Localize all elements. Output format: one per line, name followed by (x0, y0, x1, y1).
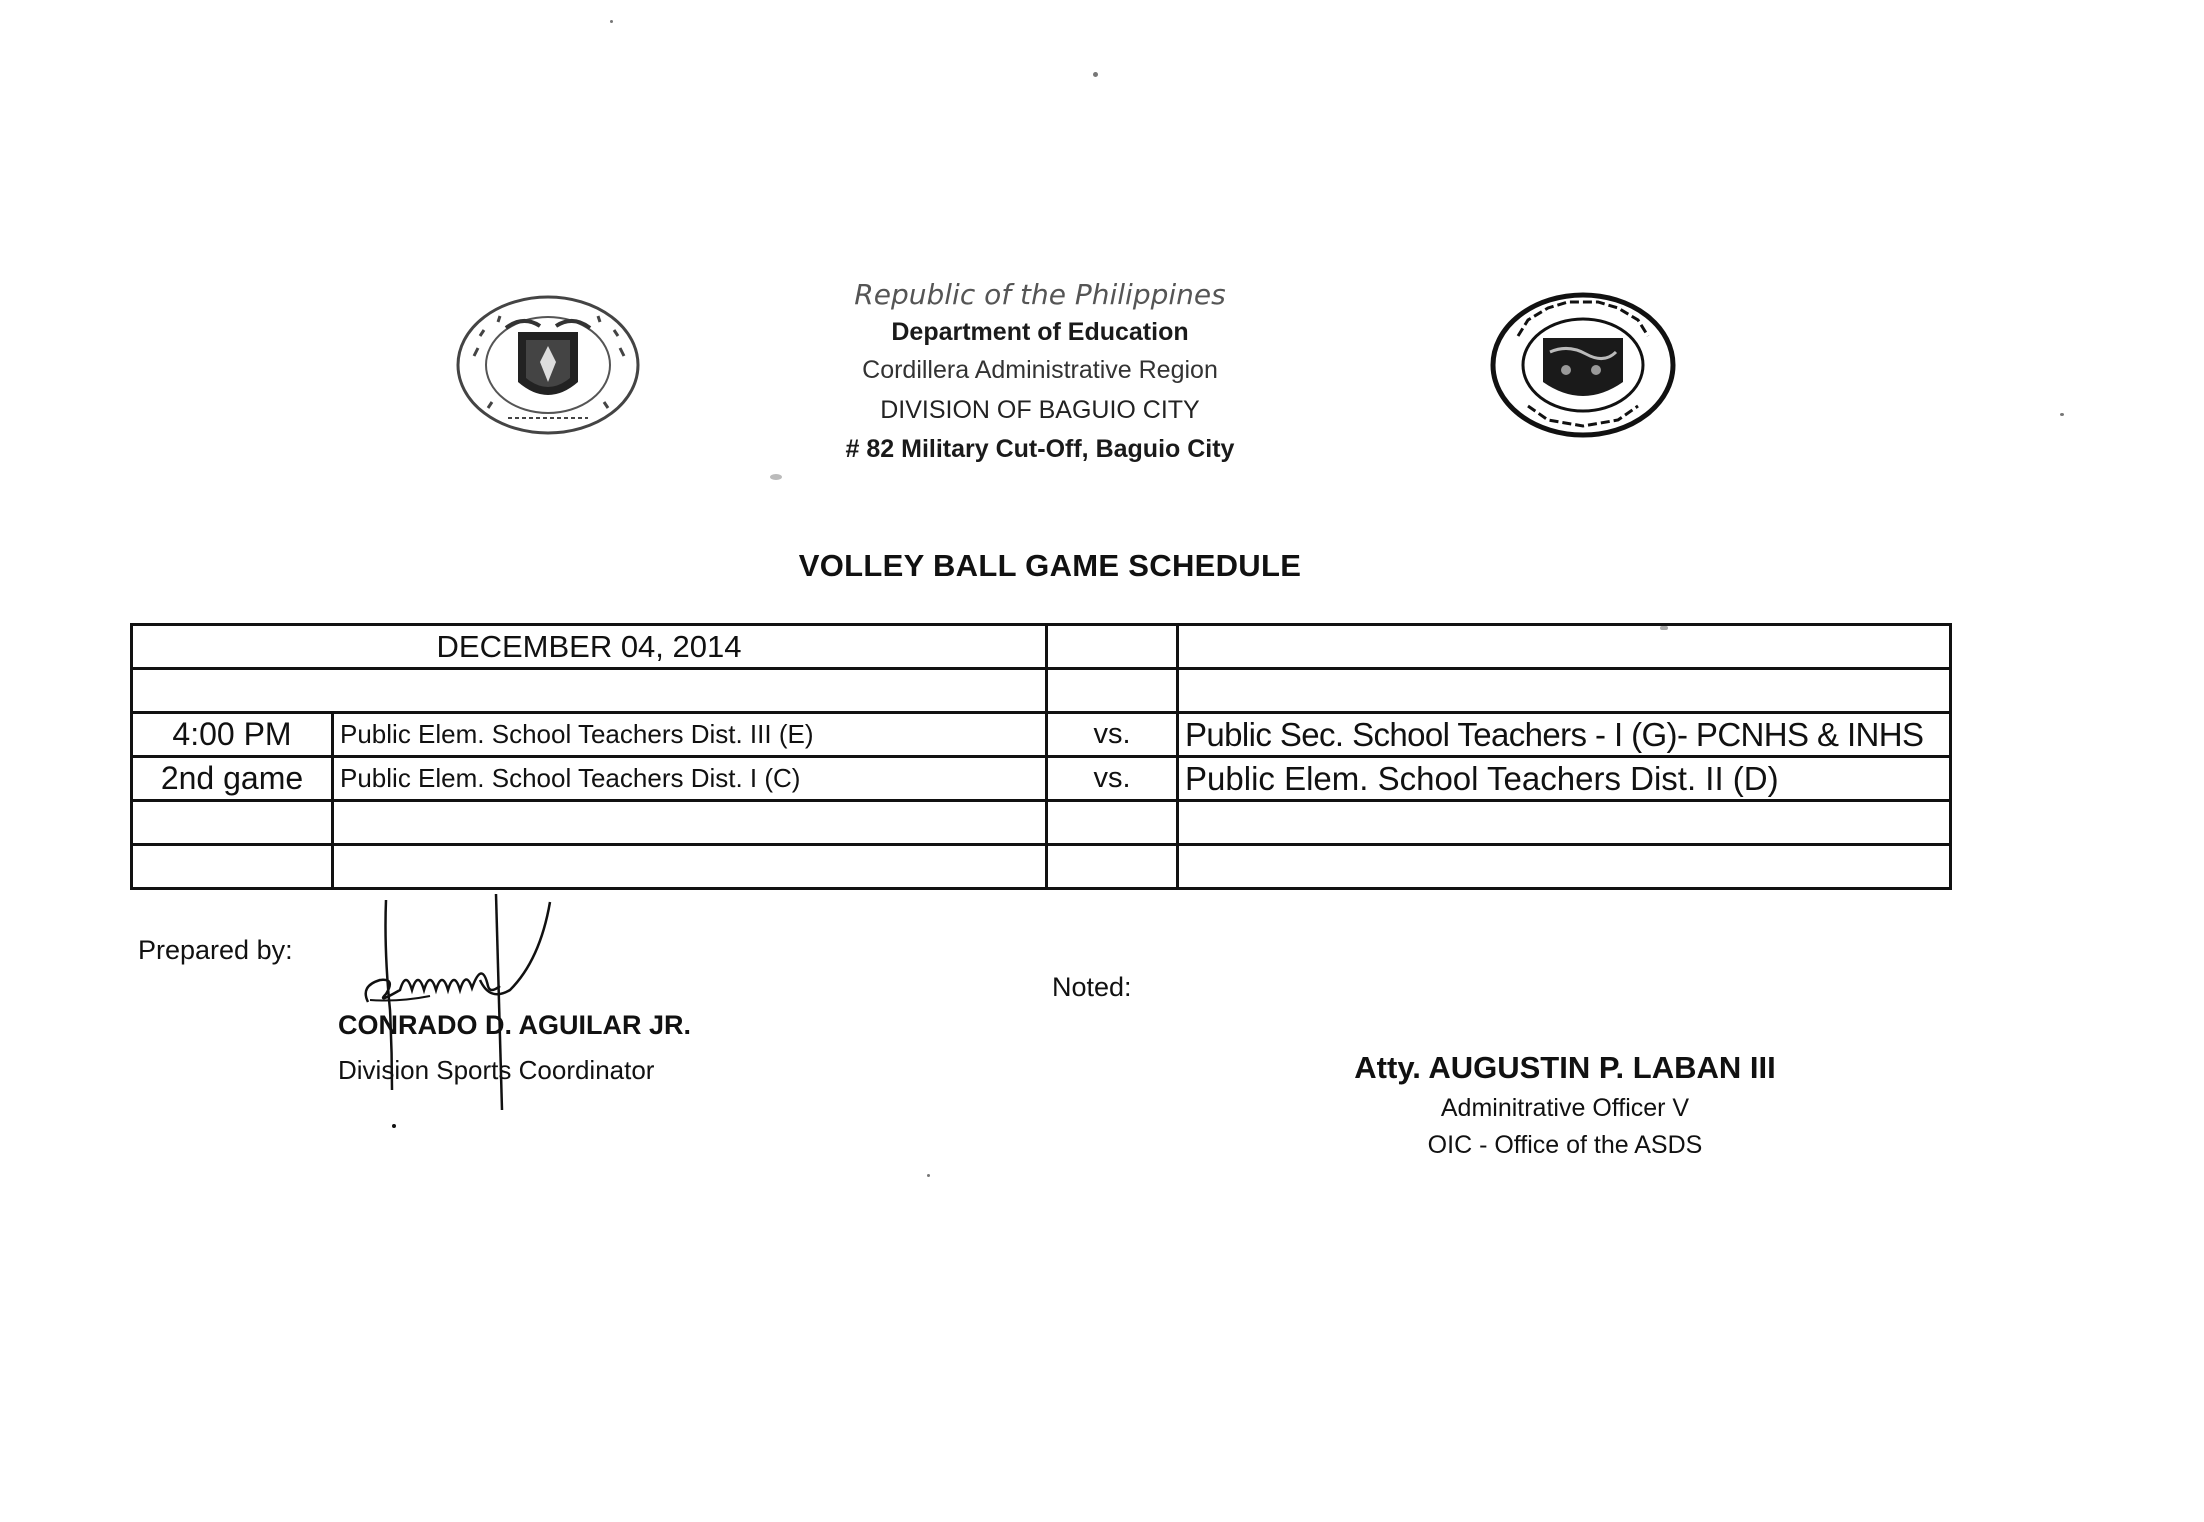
empty-cell (1047, 669, 1178, 713)
empty-cell (333, 801, 1047, 845)
scan-speck (927, 1174, 930, 1177)
letterhead-address: # 82 Military Cut-Off, Baguio City (845, 435, 1235, 463)
prepared-by-title: Division Sports Coordinator (338, 1055, 655, 1085)
table-row (132, 713, 1951, 757)
game-time: 4:00 PM (132, 713, 333, 757)
empty-cell (1178, 625, 1951, 669)
table-row-spacer (132, 669, 1951, 713)
scan-speck (2060, 413, 2064, 416)
away-team: Public Sec. School Teachers - I (G)- PCNHS & INHS (1178, 713, 1951, 757)
versus-label: vs. (1047, 757, 1178, 801)
empty-cell (1047, 845, 1178, 889)
home-team: Public Elem. School Teachers Dist. III (E) (333, 713, 1047, 757)
schedule-table (130, 623, 1952, 890)
table-row-empty (132, 845, 1951, 889)
scan-speck (770, 474, 782, 480)
letterhead-department: Department of Education (891, 318, 1189, 346)
empty-cell (132, 845, 333, 889)
noted-by-title: Adminitrative Officer V (1440, 1094, 1690, 1122)
table-row-date (132, 625, 1951, 669)
empty-cell (333, 845, 1047, 889)
away-team: Public Elem. School Teachers Dist. II (D) (1178, 757, 1951, 801)
empty-cell (1047, 625, 1178, 669)
game-time: 2nd game (132, 757, 333, 801)
empty-cell (132, 801, 333, 845)
empty-cell (1178, 845, 1951, 889)
scan-speck (610, 20, 613, 23)
baguio-division-seal-logo (1488, 290, 1678, 440)
empty-cell (1178, 801, 1951, 845)
noted-by-office: OIC - Office of the ASDS (1427, 1131, 1703, 1159)
deped-seal-logo (448, 290, 648, 440)
prepared-by-name: CONRADO D. AGUILAR JR. (338, 1010, 692, 1040)
empty-cell (1178, 669, 1951, 713)
versus-label: vs. (1047, 713, 1178, 757)
letterhead-region: Cordillera Administrative Region (862, 356, 1218, 384)
noted-by-name: Atty. AUGUSTIN P. LABAN III (1354, 1050, 1776, 1085)
letterhead-republic: Republic of the Philippines (854, 278, 1226, 311)
table-row (132, 757, 1951, 801)
table-row-empty (132, 801, 1951, 845)
empty-cell (132, 669, 1047, 713)
empty-cell (1047, 801, 1178, 845)
home-team: Public Elem. School Teachers Dist. I (C) (333, 757, 1047, 801)
schedule-date: DECEMBER 04, 2014 (132, 625, 1047, 669)
noted-label: Noted: (1052, 972, 1132, 1002)
letterhead-division: DIVISION OF BAGUIO CITY (880, 396, 1200, 424)
handwritten-signature (340, 890, 580, 1130)
scan-speck (1093, 72, 1098, 77)
prepared-by-label: Prepared by: (138, 935, 293, 965)
document-title: VOLLEY BALL GAME SCHEDULE (798, 548, 1302, 583)
